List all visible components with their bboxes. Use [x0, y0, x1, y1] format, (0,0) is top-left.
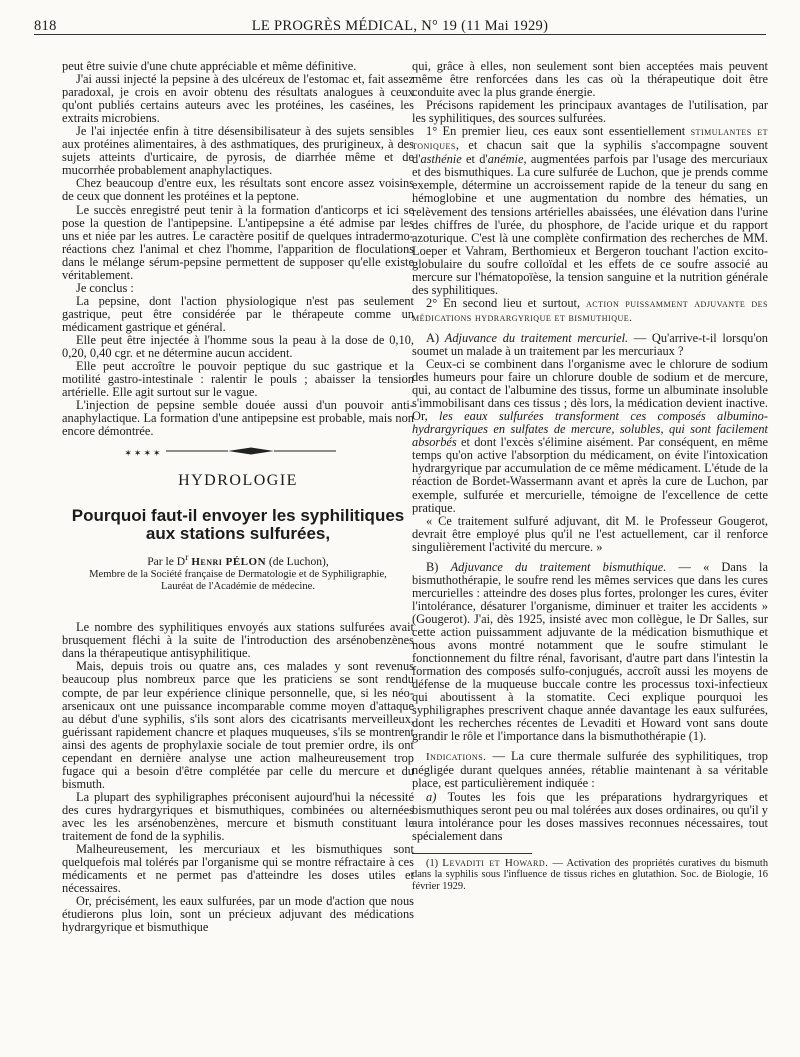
text-run: a) [426, 789, 448, 804]
byline-sup: r [185, 552, 189, 564]
paragraph [412, 750, 768, 790]
paragraph: Or, précisément, les eaux sulfurées, par un mode d'action que nous étudierons plus loin, sont un précieux adjuvant des médications hydrargyrique et bismuthique [62, 894, 414, 935]
page-header [34, 8, 766, 35]
text-run: B) [426, 559, 451, 574]
byline-suffix: (de Luchon), [268, 555, 329, 569]
paragraph [412, 297, 768, 325]
affiliation-line: Membre de la Société française de Dermatologie et de Syphiligraphie, [89, 569, 387, 581]
paragraph: Le succès enregistré peut tenir à la formation d'anticorps et ici se pose la question de l'antipepsine. L'antipepsine a été admise par les uns et niée par les autres. Le caractère positif de quelques intradermo-réactions chez l'animal et chez l'homme, l'apparition de floculations dans le mélange sérum-pepsine permettent de supposer qu'elle existe véritablement. [62, 202, 414, 282]
paragraph [412, 358, 768, 515]
text-run: action puissamment adjuvante des médications hydrargyrique et bismuthique. [412, 297, 768, 324]
text-run: — La cure thermale sulfurée des syphilitiques, trop négligée durant quelques années, rétablie maintenant à sa véritable place, est particulièrement indiquée : [412, 749, 768, 791]
paragraph: Elle peut accroître le pouvoir peptique du suc gastrique et la motilité gastro-intestinale : ralentir le pouls ; abaisser la tension artérielle. Elle agit surtout sur le vague. [62, 359, 414, 400]
text-run: — « Dans la bismuthothérapie, le soufre rend les mêmes services que dans les cures mercurielles : atteindre des doses plus fortes, prolonger les cures, éviter l'intolérance, désaturer l'organisme, diminuer et traiter les accidents » (Gougerot). J'ai, dès 1925, insisté avec mon collègue, le Dr Salles, sur cette action puissamment adjuvante de la médication bismuthique et nous avons montré notamment que le soufre stimulant le fonctionnement du filtre rénal, favorisant, d'autre part dans l'intestin la formation des composés sulfo-conjugués, accroît aussi les moyens de défense de la muqueuse buccale contre les processus toxi-infectieux qui aboutissent à la stomatite. Ceci explique pourquoi les syphiligraphes prescrivent chaque année davantage les eaux sulfurées, dont les recherches récentes de Levaditi et Howard vont sans doute grandir le rôle et l'importance dans la bismuthothérapie (1). [412, 559, 768, 744]
text-run: anémie [487, 152, 524, 167]
author-name: Henri PÉLON [191, 556, 267, 569]
text-run: Toutes les fois que les préparations hydrargyriques et bismuthiques seront peu ou mal tolérées aux doses ordinaires, ou qu'il y aura intolérance pour les doses massives reconnues nécessaires, tout spécialement dans [412, 789, 769, 843]
article-title: Pourquoi faut-il envoyer les syphilitiques aux stations sulfurées, [71, 506, 405, 544]
paragraph: peut être suivie d'une chute appréciable et même définitive. [62, 59, 357, 73]
paragraph: Le nombre des syphilitiques envoyés aux stations sulfurées avait brusquement fléchi à la suite de l'introduction des arsénobenzènes dans la thérapeutique antisyphilitique. [62, 620, 414, 661]
right-column [412, 60, 768, 893]
paragraph: L'injection de pepsine semble douée aussi d'un pouvoir anti-anaphylactique. La formation d'une antipepsine est probable, mais non encore démontrée. [62, 398, 414, 439]
fleuron-icon [166, 446, 336, 456]
section-heading: HYDROLOGIE [178, 472, 298, 490]
text-run: et dont l'excès s'élimine aisément. Par conséquent, en même temps qu'on active l'absorption du médicament, on évite l'intoxication hydrargyrique par accumulation de ce même médicament. L'étude de la réaction de Bordet-Wassermann avant et après la cure de Luchon, par exemple, sulfurée et mercurielle, témoigne de l'excellence de cette pratique. [412, 435, 768, 515]
text-run: , augmentées parfois par l'usage des mercuriaux et des bismuthiques. La cure sulfurée de Luchon, que je prends comme exemple, détermine un accroissement rapide de la teneur du sang en hémoglobine et une augmentation du nombre des hématies, un relèvement des tensions artérielles abaissées, une élévation dans l'urine des chiffres de l'urée, du phosphore, de l'acide urique et du rapport azoturique. C'est là une complète confirmation des recherches de MM. Loeper et Vahram, Berthomieux et Bergeron touchant l'action excito-globulaire du soufre colloïdal et les effets de ce soufre associé au mercure sur l'hématopoïèse, la tension sanguine et la nutrition générale des syphilitiques. [412, 152, 768, 297]
left-column [62, 60, 414, 934]
text-run: , et chacun sait que la syphilis s'accompagne souvent d' [412, 138, 768, 167]
text-run: stimulantes et toniques [412, 126, 768, 153]
affiliation-line: Lauréat de l'Académie de médecine. [161, 581, 315, 593]
paragraph: Je l'ai injectée enfin à titre désensibilisateur à des sujets sensibles aux protéines alimentaires, à des asthmatiques, des prurigineux, à des sujets atteints d'urticaire, de pyrosis, de diarrhée même et de mucorrhée probablement anaphylactiques. [62, 124, 414, 178]
stars-mark: ✶✶✶✶ [124, 448, 163, 459]
page-number: 818 [34, 18, 57, 34]
footnote-rule [412, 853, 532, 854]
paragraph [412, 561, 768, 744]
paragraph: La pepsine, dont l'action physiologique n'est pas seulement gastrique, peut être considérée par le thérapeute comme un médicament gastrique et général. [62, 293, 414, 334]
paragraph: Chez beaucoup d'entre eux, les résultats sont encore assez voisins de ceux que donnent les protéines et la peptone. [62, 176, 414, 204]
paragraph [412, 125, 768, 297]
text-run: et d' [461, 152, 488, 167]
text-run: Levaditi et Howard. [442, 856, 549, 869]
text-run: Adjuvance du traitement bismuthique. [450, 559, 667, 574]
journal-title: LE PROGRÈS MÉDICAL, N° 19 (11 Mai 1929) [251, 18, 549, 34]
text-run: Indications. [426, 751, 487, 764]
paragraph: Précisons rapidement les principaux avantages de l'utilisation, par les syphilitiques, des sources sulfurées. [412, 98, 768, 126]
text-run: 1° En premier lieu, ces eaux sont essentiellement [426, 124, 691, 139]
paragraph [412, 791, 768, 843]
byline-prefix: Par le D [147, 555, 186, 569]
paragraph: La plupart des syphiligraphes préconisent aujourd'hui la nécessité des cures hydrargyriques et bismuthiques, combinées ou alternées avec les les arsénobenzènes, mercure et bismuth constituant le traitement de fond de la syphilis. [62, 789, 414, 844]
text-run: les eaux sulfurées transforment ces composés albumino-hydrargyriques en sulfates de mercure, solubles, qui sont facilement absorbés [412, 409, 768, 450]
text-run: 2° En second lieu et surtout, [426, 295, 587, 310]
byline [62, 551, 414, 569]
text-run: (1) [426, 857, 443, 869]
text-run: Ceux-ci se combinent dans l'organisme avec le chlorure de sodium des humeurs pour faire un chlorure double de sodium et de mercure, qui, au contact de l'albumine des tissus, forme un albuminate insoluble s'immobilisant dans ces tissus ; dès lors, la médication devient inactive. Or, [412, 357, 768, 424]
footnote [412, 858, 768, 893]
text-run: Adjuvance du traitement mercuriel. [444, 330, 629, 345]
text-run: — Activation des propriétés curatives du bismuth dans la syphilis sous l'influence de tissus riches en glutathion. Soc. de Biologie, 16 février 1929. [412, 857, 769, 892]
paragraph: Mais, depuis trois ou quatre ans, ces malades y sont revenus beaucoup plus nombreux parce que les praticiens se sont rendu compte, de par leur expérience clinique personnelle, que, si les néo-arsenicaux ont une puissance incomparable comme moyen d'attaque au début d'une syphilis, s'ils sont alors des cicatrisants merveilleux, guérissant rapidement chancre et plaques muqueuses, s'ils se montrent ainsi des agents de prophylaxie sociale de tout premier ordre, ils ont cependant en dernière analyse une action malheureusement trop fugace qui a besoin d'être complétée par celle du mercure et du bismuth. [62, 659, 414, 791]
paragraph: Je conclus : [76, 280, 134, 295]
paragraph: « Ce traitement sulfuré adjuvant, dit M. le Professeur Gougerot, devrait être employé plus qu'il ne l'est actuellement, car il renforce singulièrement l'activité du mercure. » [412, 513, 768, 554]
ornament-divider [62, 446, 414, 459]
text-run: asthénie [420, 152, 462, 167]
text-run: — Qu'arrive-t-il lorsqu'on soumet un malade à un traitement par les mercuriaux ? [412, 330, 768, 358]
text-run: A) [426, 330, 445, 345]
paragraph: Elle peut être injectée à l'homme sous la peau à la dose de 0,10, 0,20, 0,40 cgr. et ne détermine aucun accident. [62, 332, 414, 361]
paragraph: J'ai aussi injecté la pepsine à des ulcéreux de l'estomac et, fait assez paradoxal, je crois en avoir obtenu des résultats analogues à ceux qu'ont publiés certains auteurs avec les protéines, les caséines, les extraits microbiens. [62, 72, 414, 126]
paragraph [412, 332, 768, 358]
affiliation [62, 569, 414, 593]
paragraph: Malheureusement, les mercuriaux et les bismuthiques sont quelquefois mal tolérés par l'organisme qui se montre réfractaire à ces médicaments et ne permet pas d'atteindre les doses utiles et nécessaires. [62, 842, 414, 896]
paragraph: qui, grâce à elles, non seulement sont bien acceptées mais peuvent même être renforcées dans les cas où la thérapeutique doit être conduite avec la plus grande énergie. [412, 59, 768, 100]
